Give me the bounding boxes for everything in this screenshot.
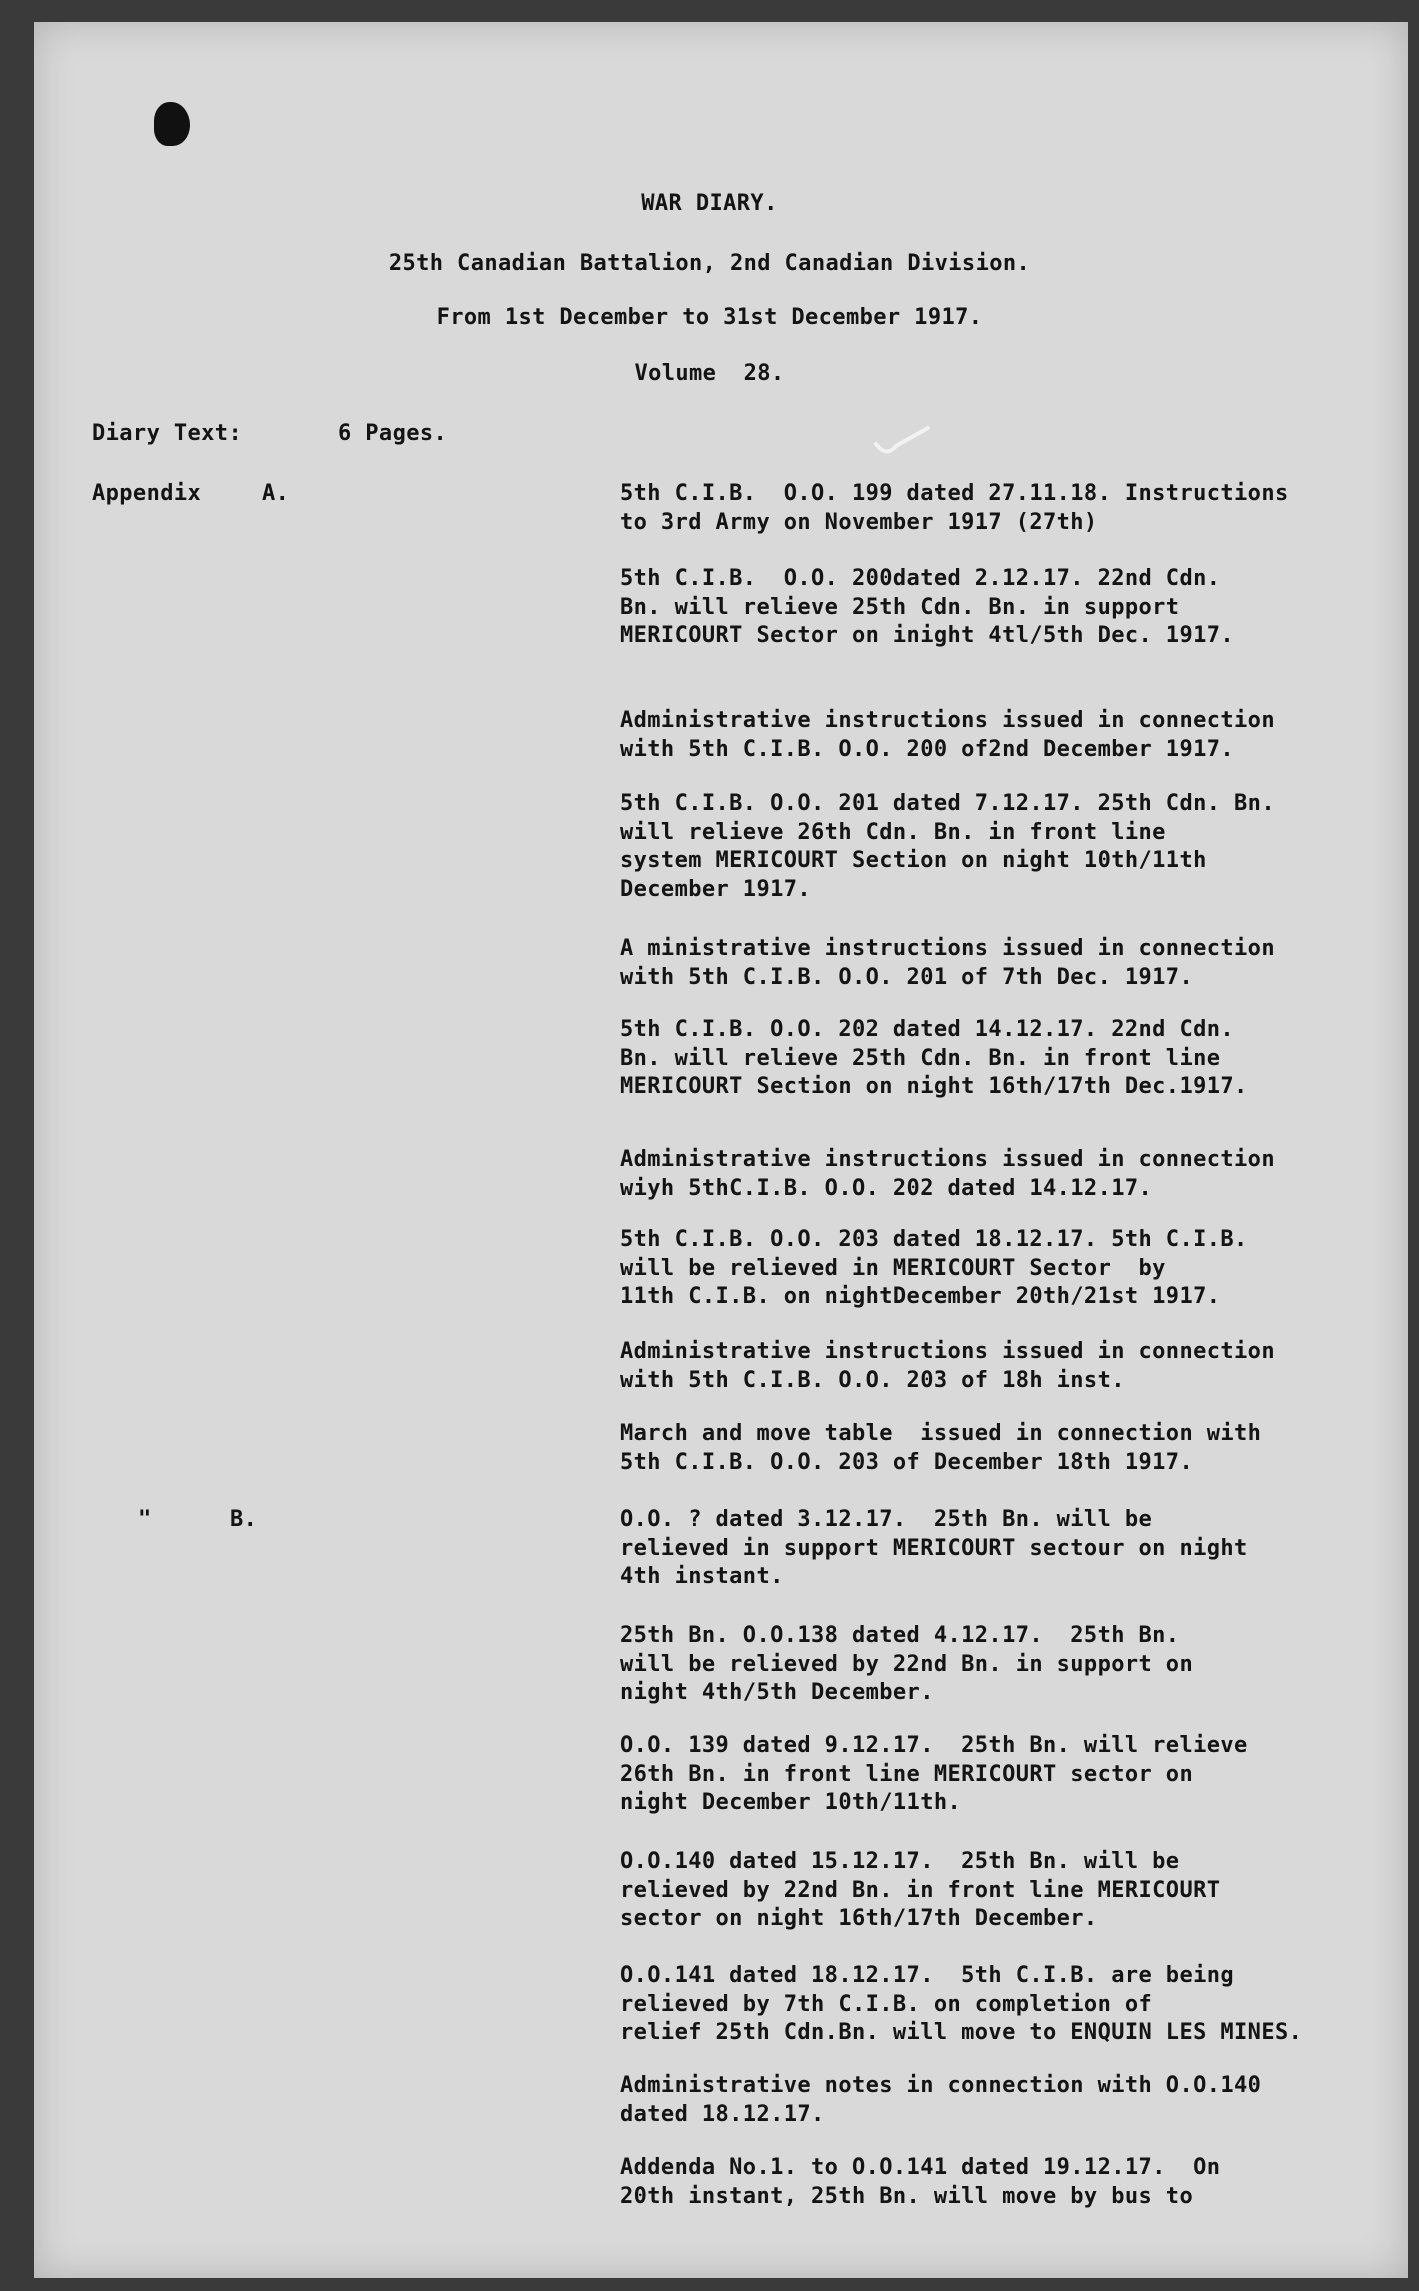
appendix-label: Appendix [92, 481, 202, 506]
ditto-mark: " [138, 1507, 152, 1532]
appendix-a-entry-10 [620, 1420, 1400, 1477]
unit-name: 25th Canadian Battalion, 2nd Canadian Division. [388, 251, 1031, 276]
entry-line: sector on night 16th/17th December. [620, 1906, 1098, 1931]
appendix-a-entry-3 [620, 707, 1400, 764]
entry-line: with 5th C.I.B. O.O. 201 of 7th Dec. 1917. [620, 964, 1194, 990]
entry-line: 11th C.I.B. on nightDecember 20th/21st 1917. [620, 1284, 1221, 1309]
entry-line: O.O.141 dated 18.12.17. 5th C.I.B. are being [620, 1963, 1235, 1988]
entry-line: 5th C.I.B. O.O. 199 dated 27.11.18. Instructions [620, 481, 1289, 506]
entry-line: Bn. will relieve 25th Cdn. Bn. in front line [620, 1045, 1221, 1071]
entry-line: night December 10th/11th. [620, 1790, 962, 1815]
entry-line: with 5th C.I.B. O.O. 203 of 18h inst. [620, 1367, 1125, 1393]
appendix-a-entry-2 [620, 565, 1400, 651]
diary-period: From 1st December to 31st December 1917. [436, 305, 983, 330]
appendix-b-entry-6 [620, 2072, 1400, 2129]
entry-line: night 4th/5th December. [620, 1680, 934, 1705]
appendix-b-entry-3 [620, 1732, 1400, 1818]
appendix-a-entry-7 [620, 1146, 1400, 1203]
entry-line: 26th Bn. in front line MERICOURT sector on [620, 1761, 1194, 1787]
entry-line: O.O.140 dated 15.12.17. 25th Bn. will be [620, 1849, 1180, 1874]
entry-line: relief 25th Cdn.Bn. will move to ENQUIN LES MINES. [620, 2020, 1303, 2045]
entry-line: Administrative instructions issued in connection [620, 1339, 1275, 1364]
entry-line: Bn. will relieve 25th Cdn. Bn. in support [620, 594, 1180, 620]
entry-line: 25th Bn. O.O.138 dated 4.12.17. 25th Bn. [620, 1623, 1180, 1648]
entry-line: 5th C.I.B. O.O. 201 dated 7.12.17. 25th Cdn. Bn. [620, 791, 1275, 816]
entry-line: relieved in support MERICOURT sectour on night [620, 1535, 1248, 1561]
entry-line: 20th instant, 25th Bn. will move by bus to [620, 2183, 1194, 2209]
appendix-a-entry-9 [620, 1338, 1400, 1395]
entry-line: Administrative instructions issued in connection [620, 708, 1275, 733]
appendix-a-letter: A. [262, 481, 290, 506]
appendix-a-entry-6 [620, 1016, 1400, 1102]
entry-line: 5th C.I.B. O.O. 202 dated 14.12.17. 22nd Cdn. [620, 1017, 1235, 1042]
appendix-b-entry-1 [620, 1506, 1400, 1592]
diary-text-label: Diary Text: [92, 421, 243, 446]
entry-line: will be relieved by 22nd Bn. in support on [620, 1651, 1194, 1677]
entry-line: 5th C.I.B. O.O. 203 dated 18.12.17. 5th C.I.B. [620, 1227, 1248, 1252]
entry-line: Administrative notes in connection with O.O.140 [620, 2073, 1262, 2098]
entry-line: to 3rd Army on November 1917 (27th) [620, 509, 1098, 535]
punch-hole [154, 102, 190, 146]
appendix-a-entry-5 [620, 935, 1400, 992]
appendix-a-entry-1 [620, 480, 1400, 537]
diary-text-pages: 6 Pages. [338, 421, 448, 446]
entry-line: system MERICOURT Section on night 10th/11th [620, 848, 1207, 873]
entry-line: Addenda No.1. to O.O.141 dated 19.12.17. On [620, 2155, 1221, 2180]
entry-line: MERICOURT Section on night 16th/17th Dec.1917. [620, 1074, 1248, 1099]
entry-line: 5th C.I.B. O.O. 200dated 2.12.17. 22nd Cdn. [620, 566, 1221, 591]
entry-line: will relieve 26th Cdn. Bn. in front line [620, 819, 1166, 845]
entry-line: dated 18.12.17. [620, 2101, 825, 2127]
appendix-a-entry-4 [620, 790, 1400, 904]
entry-line: 4th instant. [620, 1564, 784, 1589]
entry-line: March and move table issued in connection with [620, 1421, 1262, 1446]
entry-line: A ministrative instructions issued in connection [620, 936, 1275, 961]
entry-line: O.O. 139 dated 9.12.17. 25th Bn. will relieve [620, 1733, 1248, 1758]
entry-line: O.O. ? dated 3.12.17. 25th Bn. will be [620, 1507, 1153, 1532]
entry-line: with 5th C.I.B. O.O. 200 of2nd December 1917. [620, 736, 1235, 762]
appendix-b-entry-2 [620, 1622, 1400, 1708]
entry-line: will be relieved in MERICOURT Sector by [620, 1255, 1166, 1281]
entry-line: Administrative instructions issued in connection [620, 1147, 1275, 1172]
entry-line: wiyh 5thC.I.B. O.O. 202 dated 14.12.17. [620, 1175, 1153, 1201]
entry-line: December 1917. [620, 876, 812, 902]
diary-title: WAR DIARY. [641, 191, 778, 216]
appendix-a-entry-8 [620, 1226, 1400, 1312]
entry-line: 5th C.I.B. O.O. 203 of December 18th 1917. [620, 1449, 1194, 1475]
entry-line: MERICOURT Sector on inight 4tl/5th Dec. 1917. [620, 623, 1235, 648]
entry-line: relieved by 22nd Bn. in front line MERICOURT [620, 1877, 1221, 1903]
entry-line: relieved by 7th C.I.B. on completion of [620, 1991, 1153, 2017]
volume-number: Volume 28. [634, 361, 785, 386]
check-mark-icon [872, 424, 932, 458]
appendix-b-entry-4 [620, 1848, 1400, 1934]
appendix-b-letter: B. [230, 1507, 258, 1532]
appendix-b-entry-5 [620, 1962, 1400, 2048]
appendix-b-entry-7 [620, 2154, 1400, 2211]
